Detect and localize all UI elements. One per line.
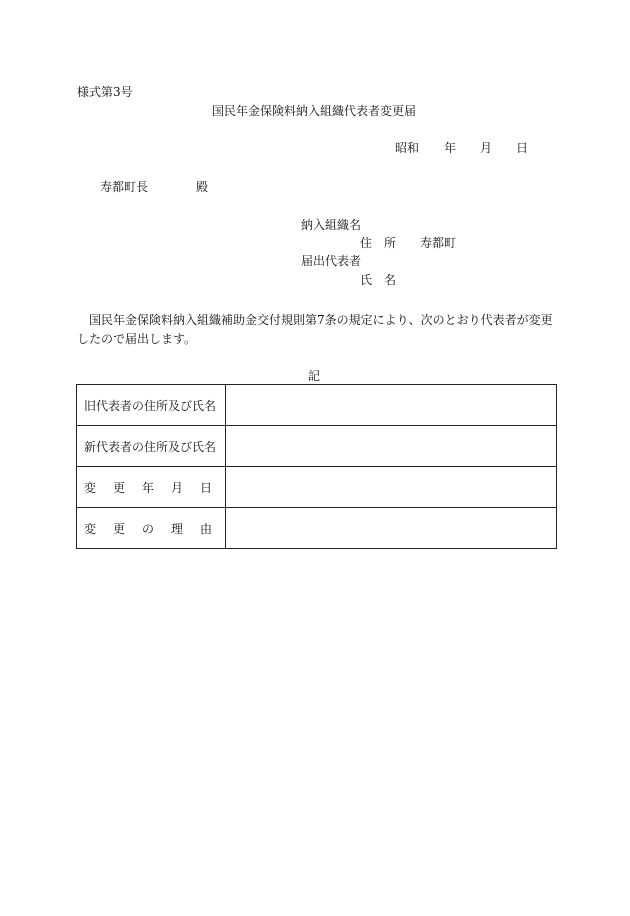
addressee (100, 181, 208, 193)
ki-marker: 記 (308, 369, 321, 383)
address-value: 寿都町 (420, 236, 457, 250)
address-label: 住 所 (360, 236, 397, 250)
label-char: 由 (199, 521, 212, 536)
addressee-honorific: 殿 (196, 180, 209, 194)
org-name-label: 納入組織名 (301, 218, 362, 232)
label-char: 変 (84, 480, 97, 495)
value-cell[interactable] (226, 426, 557, 467)
row-label: 旧代表者の住所及び氏名 (77, 385, 226, 426)
date-day-label: 日 (516, 141, 529, 155)
label-char: 変 (84, 521, 97, 536)
label-char: 年 (141, 480, 154, 495)
representative-label: 届出代表者 (301, 254, 362, 268)
row-label (77, 508, 226, 549)
date-era: 昭和 (395, 141, 420, 155)
value-cell[interactable] (226, 385, 557, 426)
date-year-label: 年 (444, 141, 457, 155)
row-label: 新代表者の住所及び氏名 (77, 426, 226, 467)
table-row (77, 467, 557, 508)
label-char: の (141, 521, 154, 536)
label-char: 更 (112, 480, 125, 495)
table-row (77, 385, 557, 426)
value-cell[interactable] (226, 508, 557, 549)
body-paragraph: 国民年金保険料納入組織補助金交付規則第7条の規定により、次のとおり代表者が変更したので届出します。 (77, 313, 553, 346)
table-row (77, 426, 557, 467)
name-label: 氏 名 (360, 273, 397, 287)
address-row (360, 237, 456, 249)
date-month-label: 月 (480, 141, 493, 155)
table-row (77, 508, 557, 549)
form-number: 様式第3号 (77, 85, 133, 99)
value-cell[interactable] (226, 467, 557, 508)
change-form-table (76, 384, 557, 549)
label-char: 日 (199, 480, 212, 495)
label-char: 理 (170, 521, 183, 536)
document-title: 国民年金保険料納入組織代表者変更届 (212, 104, 417, 118)
addressee-name: 寿都町長 (100, 180, 149, 194)
spread-label (84, 479, 212, 496)
label-char: 月 (170, 480, 183, 495)
label-char: 更 (112, 521, 125, 536)
spread-label (84, 520, 212, 537)
row-label (77, 467, 226, 508)
